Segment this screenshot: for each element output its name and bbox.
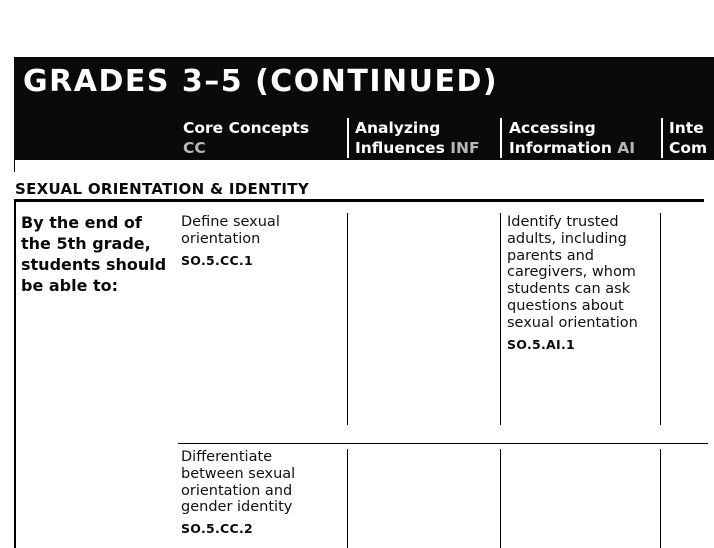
row-header: By the end of the 5th grade, students should be able to: <box>21 213 167 295</box>
page-title: GRADES 3–5 (CONTINUED) <box>23 64 499 99</box>
column-header-line: Inte <box>669 119 704 137</box>
standard-code: SO.5.AI.1 <box>507 336 576 352</box>
row-frame <box>14 202 16 548</box>
cell-divider <box>500 213 501 425</box>
cell-divider <box>660 449 661 548</box>
row-separator <box>178 443 708 444</box>
section-title: SEXUAL ORIENTATION & IDENTITY <box>15 180 309 198</box>
standard-code: SO.5.CC.2 <box>181 521 254 537</box>
column-header-line <box>355 138 480 158</box>
cell-divider <box>500 449 501 548</box>
left-rule <box>14 160 15 172</box>
column-header-line2: Influences <box>355 139 445 157</box>
cell-text: Define sexual orientation <box>181 214 280 247</box>
column-header-line2: Information <box>509 139 612 157</box>
column-header-abbr: AI <box>617 139 636 157</box>
column-header-analyzing-influences <box>355 118 480 158</box>
column-header-line: Accessing <box>509 119 596 137</box>
column-header-core-concepts <box>183 118 309 158</box>
column-header-line: Core Concepts <box>183 119 310 137</box>
column-header-accessing-information <box>509 118 635 158</box>
column-header-abbr: CC <box>183 139 206 157</box>
cell-divider <box>347 213 348 425</box>
cell-cc-2 <box>181 449 321 538</box>
section-rule <box>14 199 704 202</box>
cell-divider <box>347 449 348 548</box>
standard-code: SO.5.CC.1 <box>181 252 254 268</box>
column-header-interpersonal <box>669 118 707 158</box>
cell-text: Differentiate between sexual orientation and gender identity <box>181 449 296 516</box>
column-header-line <box>509 138 635 158</box>
cell-cc-1 <box>181 214 336 269</box>
column-divider <box>500 118 502 158</box>
column-divider <box>347 118 349 158</box>
column-divider <box>661 118 663 158</box>
column-header-line: Analyzing <box>355 119 441 137</box>
column-header-abbr: INF <box>450 139 480 157</box>
cell-text: Identify trusted adults, including parents and caregivers, whom students can ask questions about sexual orientation <box>507 214 638 331</box>
cell-ai-1 <box>507 214 655 353</box>
cell-divider <box>660 213 661 425</box>
column-header-line: Com <box>669 139 708 157</box>
